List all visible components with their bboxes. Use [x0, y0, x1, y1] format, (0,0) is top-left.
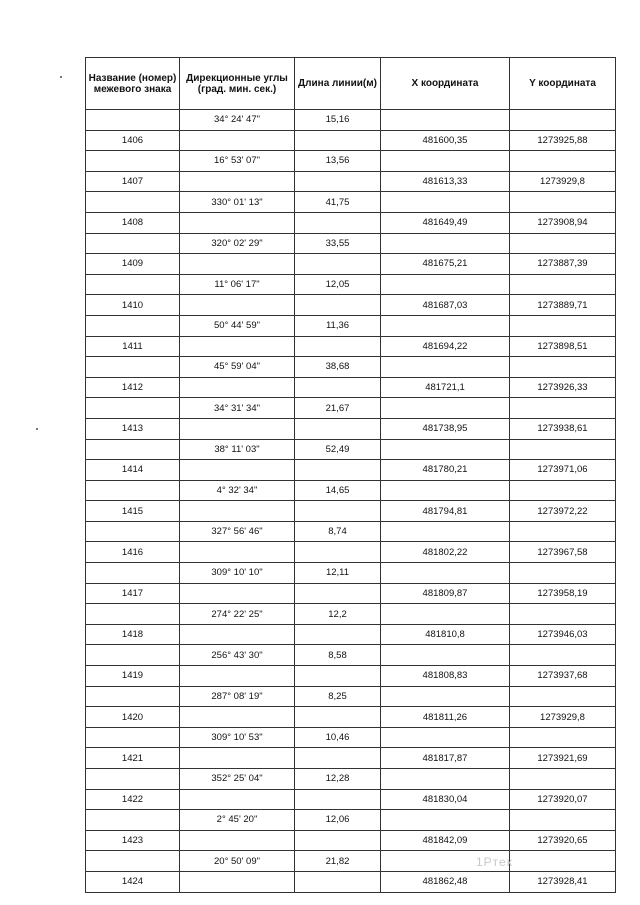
x-cell: 481649,49 [381, 212, 510, 233]
table-row-point [86, 295, 616, 316]
name-cell [86, 686, 180, 707]
table-row-segment [86, 645, 616, 666]
x-cell [381, 233, 510, 254]
y-cell: 1273920,07 [510, 789, 616, 810]
y-cell [510, 810, 616, 831]
y-cell: 1273971,06 [510, 460, 616, 481]
table-row-segment [86, 727, 616, 748]
angle-cell: 50° 44' 59" [180, 315, 295, 336]
y-cell: 1273921,69 [510, 748, 616, 769]
length-cell [295, 295, 381, 316]
x-cell: 481862,48 [381, 871, 510, 892]
table-header-row [86, 58, 616, 110]
name-cell [86, 645, 180, 666]
name-cell [86, 480, 180, 501]
y-cell [510, 315, 616, 336]
y-cell: 1273908,94 [510, 212, 616, 233]
length-cell: 52,49 [295, 439, 381, 460]
name-cell [86, 521, 180, 542]
y-cell [510, 604, 616, 625]
coordinates-table [85, 57, 616, 893]
table-row-point [86, 336, 616, 357]
angle-cell [180, 254, 295, 275]
y-cell: 1273926,33 [510, 377, 616, 398]
length-cell: 15,16 [295, 110, 381, 131]
name-cell: 1408 [86, 212, 180, 233]
y-cell: 1273920,65 [510, 830, 616, 851]
y-cell: 1273937,68 [510, 666, 616, 687]
y-cell: 1273929,8 [510, 171, 616, 192]
name-cell [86, 192, 180, 213]
table-row-point [86, 171, 616, 192]
name-cell: 1424 [86, 871, 180, 892]
table-row-segment [86, 233, 616, 254]
x-cell [381, 521, 510, 542]
length-cell [295, 666, 381, 687]
table-row-point [86, 583, 616, 604]
table-row-segment [86, 151, 616, 172]
angle-cell: 16° 53' 07" [180, 151, 295, 172]
table-row-segment [86, 398, 616, 419]
x-cell: 481830,04 [381, 789, 510, 810]
length-cell [295, 171, 381, 192]
name-cell: 1418 [86, 624, 180, 645]
y-cell: 1273967,58 [510, 542, 616, 563]
name-cell: 1411 [86, 336, 180, 357]
x-cell [381, 315, 510, 336]
table-row-point [86, 377, 616, 398]
table-row-segment [86, 810, 616, 831]
length-cell [295, 583, 381, 604]
table-row-point [86, 789, 616, 810]
angle-cell [180, 418, 295, 439]
name-cell: 1421 [86, 748, 180, 769]
table-row-point [86, 748, 616, 769]
header-name: Название (номер) межевого знака [86, 58, 180, 110]
length-cell [295, 830, 381, 851]
table-row-segment [86, 563, 616, 584]
x-cell: 481811,26 [381, 707, 510, 728]
name-cell: 1414 [86, 460, 180, 481]
name-cell [86, 110, 180, 131]
name-cell [86, 563, 180, 584]
table-row-segment [86, 274, 616, 295]
x-cell: 481810,8 [381, 624, 510, 645]
x-cell [381, 604, 510, 625]
y-cell: 1273898,51 [510, 336, 616, 357]
angle-cell: 11° 06' 17" [180, 274, 295, 295]
table-row-point [86, 460, 616, 481]
table-row-segment [86, 315, 616, 336]
x-cell: 481600,35 [381, 130, 510, 151]
angle-cell [180, 789, 295, 810]
name-cell: 1415 [86, 501, 180, 522]
angle-cell [180, 707, 295, 728]
x-cell [381, 439, 510, 460]
length-cell: 12,05 [295, 274, 381, 295]
table-row-point [86, 624, 616, 645]
angle-cell: 34° 31' 34" [180, 398, 295, 419]
name-cell: 1420 [86, 707, 180, 728]
x-cell [381, 727, 510, 748]
angle-cell: 352° 25' 04" [180, 769, 295, 790]
angle-cell: 38° 11' 03" [180, 439, 295, 460]
angle-cell: 45° 59' 04" [180, 357, 295, 378]
x-cell [381, 563, 510, 584]
header-y: Y координата [510, 58, 616, 110]
length-cell: 14,65 [295, 480, 381, 501]
length-cell: 12,28 [295, 769, 381, 790]
length-cell: 21,82 [295, 851, 381, 872]
length-cell: 8,58 [295, 645, 381, 666]
x-cell [381, 192, 510, 213]
angle-cell: 20° 50' 09" [180, 851, 295, 872]
x-cell [381, 645, 510, 666]
length-cell: 21,67 [295, 398, 381, 419]
angle-cell: 309° 10' 53" [180, 727, 295, 748]
x-cell: 481794,81 [381, 501, 510, 522]
length-cell [295, 377, 381, 398]
angle-cell [180, 624, 295, 645]
length-cell: 11,36 [295, 315, 381, 336]
angle-cell [180, 666, 295, 687]
y-cell [510, 357, 616, 378]
y-cell: 1273928,41 [510, 871, 616, 892]
length-cell [295, 789, 381, 810]
length-cell: 8,74 [295, 521, 381, 542]
y-cell [510, 480, 616, 501]
angle-cell: 309° 10' 10" [180, 563, 295, 584]
y-cell [510, 192, 616, 213]
length-cell [295, 707, 381, 728]
y-cell [510, 686, 616, 707]
table-row-point [86, 871, 616, 892]
name-cell: 1413 [86, 418, 180, 439]
x-cell: 481802,22 [381, 542, 510, 563]
header-x: X координата [381, 58, 510, 110]
y-cell [510, 645, 616, 666]
table-row-point [86, 501, 616, 522]
x-cell: 481842,09 [381, 830, 510, 851]
x-cell: 481780,21 [381, 460, 510, 481]
name-cell: 1409 [86, 254, 180, 275]
length-cell [295, 254, 381, 275]
angle-cell [180, 377, 295, 398]
table-row-segment [86, 357, 616, 378]
table-body [86, 110, 616, 893]
length-cell: 33,55 [295, 233, 381, 254]
table-row-segment [86, 851, 616, 872]
table-row-segment [86, 769, 616, 790]
x-cell [381, 480, 510, 501]
x-cell: 481808,83 [381, 666, 510, 687]
name-cell: 1406 [86, 130, 180, 151]
name-cell: 1419 [86, 666, 180, 687]
x-cell [381, 357, 510, 378]
angle-cell: 327° 56' 46" [180, 521, 295, 542]
name-cell [86, 151, 180, 172]
table-row-point [86, 666, 616, 687]
table-row-point [86, 130, 616, 151]
angle-cell: 287° 08' 19" [180, 686, 295, 707]
name-cell [86, 727, 180, 748]
name-cell [86, 398, 180, 419]
table-row-segment [86, 110, 616, 131]
length-cell: 12,11 [295, 563, 381, 584]
name-cell [86, 851, 180, 872]
angle-cell [180, 501, 295, 522]
name-cell [86, 810, 180, 831]
angle-cell [180, 336, 295, 357]
y-cell [510, 439, 616, 460]
length-cell: 10,46 [295, 727, 381, 748]
y-cell [510, 398, 616, 419]
x-cell: 481817,87 [381, 748, 510, 769]
table-row-segment [86, 192, 616, 213]
x-cell [381, 110, 510, 131]
y-cell: 1273972,22 [510, 501, 616, 522]
y-cell [510, 563, 616, 584]
scan-speck [36, 428, 38, 430]
scan-speck [60, 76, 62, 78]
faint-stamp: 1Pтек [476, 855, 513, 869]
name-cell: 1410 [86, 295, 180, 316]
name-cell [86, 233, 180, 254]
x-cell: 481738,95 [381, 418, 510, 439]
table-row-point [86, 542, 616, 563]
name-cell [86, 439, 180, 460]
length-cell [295, 336, 381, 357]
length-cell: 12,06 [295, 810, 381, 831]
angle-cell: 330° 01' 13" [180, 192, 295, 213]
y-cell: 1273929,8 [510, 707, 616, 728]
y-cell [510, 233, 616, 254]
length-cell: 12,2 [295, 604, 381, 625]
y-cell: 1273946,03 [510, 624, 616, 645]
x-cell: 481687,03 [381, 295, 510, 316]
name-cell: 1416 [86, 542, 180, 563]
x-cell: 481809,87 [381, 583, 510, 604]
length-cell [295, 542, 381, 563]
length-cell [295, 130, 381, 151]
name-cell: 1422 [86, 789, 180, 810]
name-cell [86, 315, 180, 336]
angle-cell: 256° 43' 30" [180, 645, 295, 666]
y-cell [510, 521, 616, 542]
x-cell: 481721,1 [381, 377, 510, 398]
y-cell: 1273887,39 [510, 254, 616, 275]
length-cell: 8,25 [295, 686, 381, 707]
table-row-segment [86, 439, 616, 460]
x-cell [381, 151, 510, 172]
angle-cell: 2° 45' 20" [180, 810, 295, 831]
angle-cell: 4° 32' 34" [180, 480, 295, 501]
y-cell [510, 274, 616, 295]
x-cell: 481694,22 [381, 336, 510, 357]
name-cell: 1407 [86, 171, 180, 192]
angle-cell [180, 748, 295, 769]
name-cell: 1423 [86, 830, 180, 851]
name-cell [86, 357, 180, 378]
table-row-segment [86, 480, 616, 501]
x-cell: 481675,21 [381, 254, 510, 275]
name-cell [86, 274, 180, 295]
angle-cell [180, 830, 295, 851]
table-row-point [86, 830, 616, 851]
length-cell [295, 871, 381, 892]
angle-cell [180, 171, 295, 192]
x-cell [381, 810, 510, 831]
x-cell [381, 686, 510, 707]
x-cell [381, 398, 510, 419]
angle-cell [180, 212, 295, 233]
name-cell [86, 769, 180, 790]
table-row-segment [86, 686, 616, 707]
length-cell [295, 418, 381, 439]
y-cell [510, 110, 616, 131]
table-row-point [86, 254, 616, 275]
x-cell [381, 769, 510, 790]
angle-cell: 34° 24' 47" [180, 110, 295, 131]
length-cell [295, 460, 381, 481]
y-cell [510, 727, 616, 748]
angle-cell [180, 542, 295, 563]
angle-cell: 274° 22' 25" [180, 604, 295, 625]
length-cell [295, 501, 381, 522]
y-cell [510, 769, 616, 790]
table-row-segment [86, 604, 616, 625]
header-angle: Дирекционные углы (град. мин. сек.) [180, 58, 295, 110]
table-row-segment [86, 521, 616, 542]
y-cell: 1273958,19 [510, 583, 616, 604]
y-cell: 1273938,61 [510, 418, 616, 439]
name-cell: 1417 [86, 583, 180, 604]
length-cell [295, 748, 381, 769]
name-cell [86, 604, 180, 625]
table-row-point [86, 212, 616, 233]
table-row-point [86, 418, 616, 439]
length-cell: 13,56 [295, 151, 381, 172]
angle-cell [180, 871, 295, 892]
angle-cell [180, 583, 295, 604]
length-cell [295, 624, 381, 645]
angle-cell [180, 295, 295, 316]
y-cell: 1273889,71 [510, 295, 616, 316]
length-cell: 38,68 [295, 357, 381, 378]
length-cell: 41,75 [295, 192, 381, 213]
x-cell [381, 274, 510, 295]
angle-cell [180, 460, 295, 481]
y-cell [510, 151, 616, 172]
angle-cell: 320° 02' 29" [180, 233, 295, 254]
angle-cell [180, 130, 295, 151]
x-cell: 481613,33 [381, 171, 510, 192]
name-cell: 1412 [86, 377, 180, 398]
header-length: Длина линии(м) [295, 58, 381, 110]
table-row-point [86, 707, 616, 728]
y-cell: 1273925,88 [510, 130, 616, 151]
length-cell [295, 212, 381, 233]
